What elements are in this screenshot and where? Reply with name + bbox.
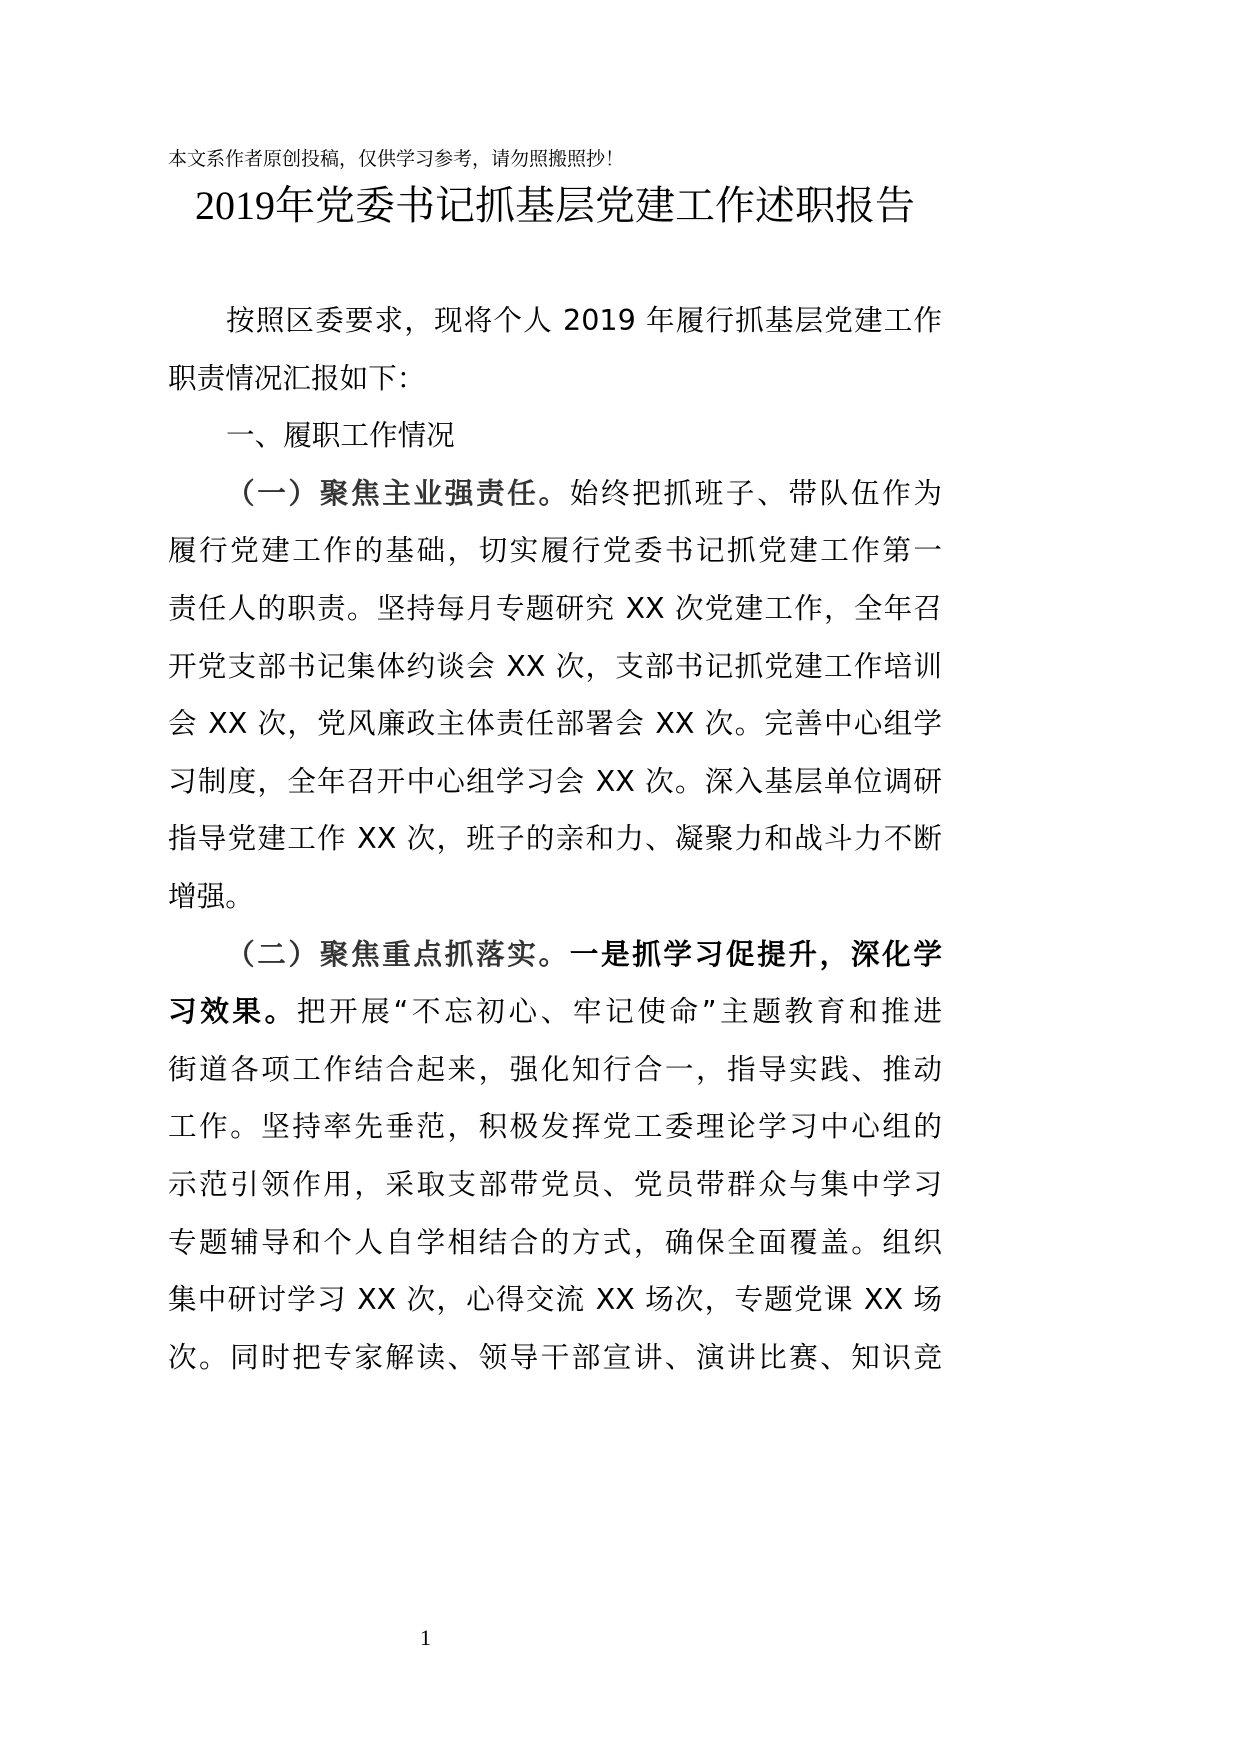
text-line: 指导党建工作 XX 次，班子的亲和力、凝聚力和战斗力不断 bbox=[168, 821, 942, 856]
text-line: 增强。 bbox=[168, 878, 254, 913]
title-text: 年党委书记抓基层党建工作述职报告 bbox=[275, 183, 915, 229]
text-line: 集中研讨学习 XX 次，心得交流 XX 场次，专题党课 XX 场 bbox=[168, 1282, 942, 1317]
page-number: 1 bbox=[420, 1625, 431, 1650]
text-line: 工作。坚持率先垂范，积极发挥党工委理论学习中心组的 bbox=[168, 1109, 942, 1144]
paragraph-intro bbox=[168, 292, 942, 407]
copyright-note: 本文系作者原创投稿，仅供学习参考，请勿照搬照抄！ bbox=[168, 148, 625, 170]
text-line: 责任人的职责。坚持每月专题研究 XX 次党建工作，全年召 bbox=[168, 590, 942, 625]
section-heading-text: 一、履职工作情况 bbox=[226, 418, 455, 453]
paragraph-item-1 bbox=[168, 465, 942, 926]
text-line bbox=[168, 926, 942, 984]
text-line: 专题辅导和个人自学相结合的方式，确保全面覆盖。组织 bbox=[168, 1224, 942, 1259]
text-line: 开党支部书记集体约谈会 XX 次，支部书记抓党建工作培训 bbox=[168, 648, 942, 683]
text-line bbox=[168, 983, 942, 1041]
text-line: 职责情况汇报如下： bbox=[168, 360, 426, 395]
section-heading-1 bbox=[168, 407, 942, 465]
paragraph-item-2 bbox=[168, 926, 942, 1387]
title-year: 2019 bbox=[195, 183, 275, 228]
text-line: 履行党建工作的基础，切实履行党委书记抓党建工作第一 bbox=[168, 533, 942, 568]
text-line: 示范引领作用，采取支部带党员、党员带群众与集中学习 bbox=[168, 1166, 942, 1201]
item-subheading: 一是抓学习促提升，深化学 bbox=[569, 936, 942, 971]
text-line: 按照区委要求，现将个人 2019 年履行抓基层党建工作 bbox=[226, 303, 942, 337]
text-line: 街道各项工作结合起来，强化知行合一，指导实践、推动 bbox=[168, 1051, 942, 1086]
item-heading: （一）聚焦主业强责任。 bbox=[226, 475, 570, 510]
text-fragment: 始终把抓班子、带队伍作为 bbox=[569, 475, 942, 510]
document-title bbox=[0, 180, 1110, 232]
text-line: 会 XX 次，党风廉政主体责任部署会 XX 次。完善中心组学 bbox=[168, 706, 942, 741]
text-line: 次。同时把专家解读、领导干部宣讲、演讲比赛、知识竞 bbox=[168, 1339, 942, 1374]
item-subheading: 习效果。 bbox=[168, 994, 297, 1029]
document-body bbox=[168, 292, 942, 1386]
text-line: 习制度，全年召开中心组学习会 XX 次。深入基层单位调研 bbox=[168, 763, 942, 798]
text-line bbox=[168, 465, 942, 523]
item-heading: （二）聚焦重点抓落实。 bbox=[226, 936, 570, 971]
text-fragment: 把开展“不忘初心、牢记使命”主题教育和推进 bbox=[296, 994, 942, 1029]
